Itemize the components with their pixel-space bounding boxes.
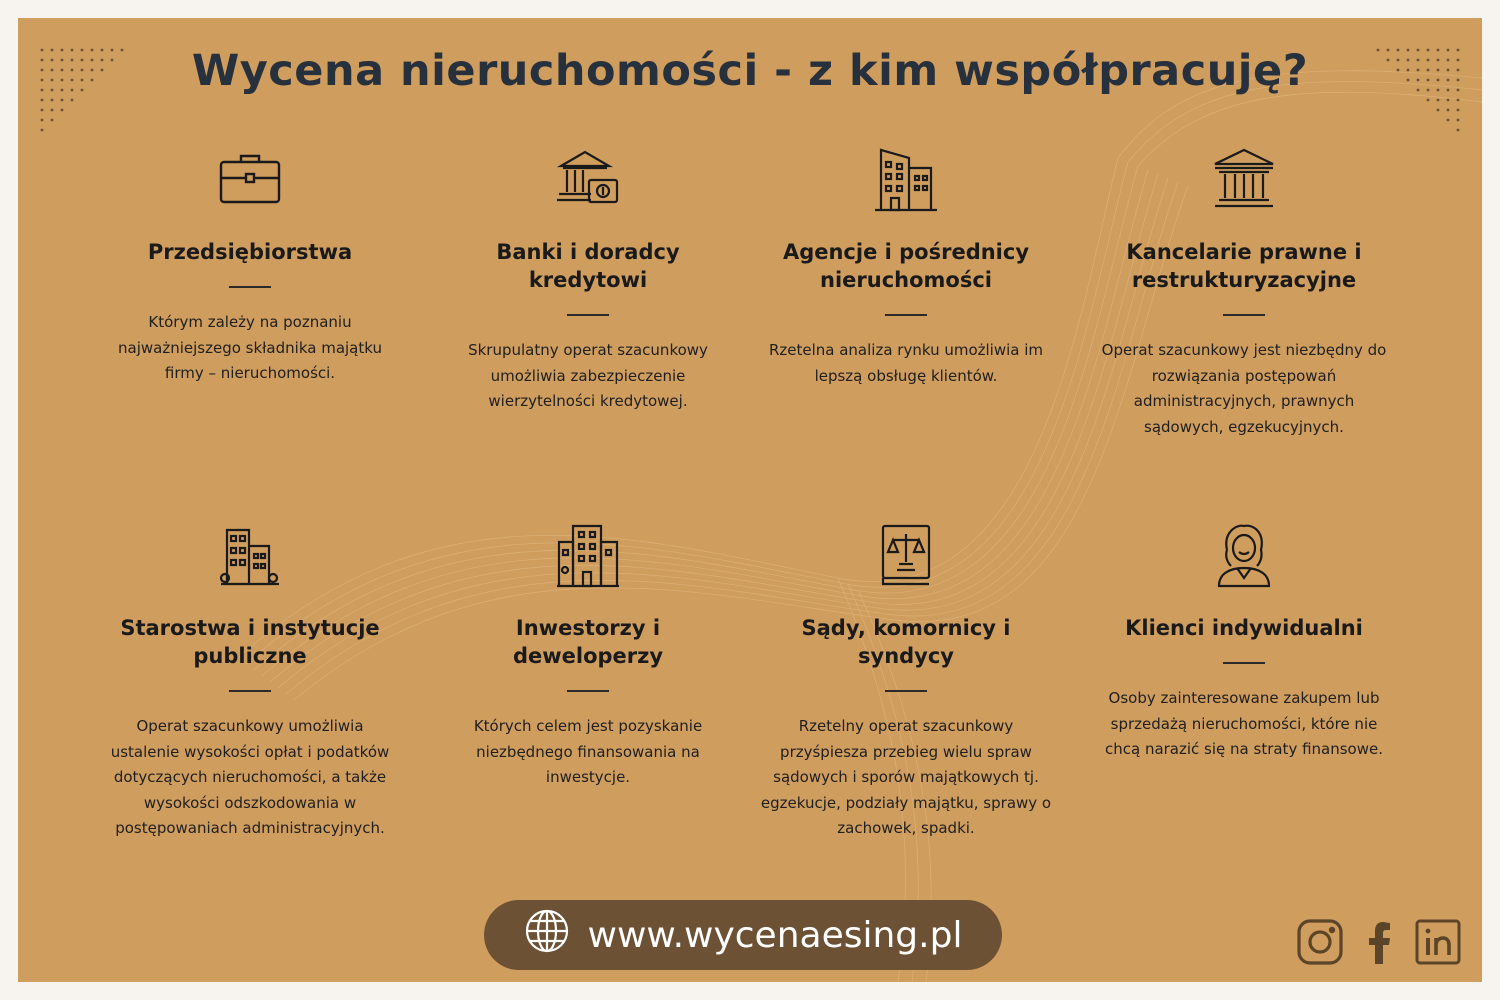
page-title: Wycena nieruchomości - z kim współpracuję? — [191, 46, 1309, 96]
divider — [567, 314, 609, 316]
card-text: Operat szacunkowy umożliwia ustalenie wysokości opłat i podatków dotyczących nieruchomości, a także wysokości odszkodowania w postępowaniach administracyjnych. — [110, 717, 390, 837]
card-sady — [756, 524, 1056, 842]
divider — [885, 314, 927, 316]
card-title: Przedsiębiorstwa — [147, 240, 353, 264]
card-text: Skrupulatny operat szacunkowy umożliwia zabezpieczenie wierzytelności kredytowej. — [468, 341, 708, 410]
developer-building-icon — [438, 524, 738, 588]
website-link[interactable] — [484, 900, 1002, 970]
divider — [229, 286, 271, 288]
infographic-panel — [18, 18, 1482, 982]
briefcase-icon — [100, 148, 400, 212]
card-text: Rzetelna analiza rynku umożliwia im lepszą obsługę klientów. — [768, 341, 1044, 385]
card-text: Których celem jest pozyskanie niezbędnego finansowania na inwestycje. — [473, 717, 703, 786]
website-url: www.wycenaesing.pl — [587, 914, 963, 956]
divider — [567, 690, 609, 692]
office-buildings-icon — [756, 148, 1056, 212]
card-klienci — [1094, 524, 1394, 763]
law-book-icon — [756, 524, 1056, 588]
instagram-icon[interactable] — [1296, 918, 1344, 966]
card-agencje — [756, 148, 1056, 389]
card-title: Klienci indywidualni — [1125, 616, 1363, 640]
card-inwestorzy — [438, 524, 738, 791]
card-kancelarie — [1094, 148, 1394, 440]
bank-money-icon — [438, 148, 738, 212]
card-title: Kancelarie prawne i restrukturyzacyjne — [1126, 240, 1362, 292]
divider — [1223, 662, 1265, 664]
linkedin-icon[interactable] — [1414, 918, 1462, 966]
card-title: Sądy, komornicy i syndycy — [801, 616, 1011, 668]
facebook-icon[interactable] — [1356, 918, 1404, 966]
card-text: Którym zależy na poznaniu najważniejszego składnika majątku firmy – nieruchomości. — [118, 313, 382, 382]
card-title: Agencje i pośrednicy nieruchomości — [782, 240, 1030, 292]
divider — [1223, 314, 1265, 316]
card-text: Rzetelny operat szacunkowy przyśpiesza przebieg wielu spraw sądowych i sporów majątkowych tj. egzekucje, podziały majątku, sprawy o zachowek, spadki. — [760, 717, 1052, 837]
card-przedsiebiorstwa — [100, 148, 400, 387]
card-text: Operat szacunkowy jest niezbędny do rozwiązania postępowań administracyjnych, prawnych sądowych, egzekucyjnych. — [1101, 341, 1387, 436]
person-icon — [1094, 524, 1394, 588]
card-title: Banki i doradcy kredytowi — [496, 240, 680, 292]
card-starostwa — [100, 524, 400, 842]
card-title: Starostwa i instytucje publiczne — [120, 616, 380, 668]
card-banki — [438, 148, 738, 415]
card-text: Osoby zainteresowane zakupem lub sprzedażą nieruchomości, które nie chcą narazić się na straty finansowe. — [1104, 689, 1383, 758]
globe-icon — [524, 908, 570, 963]
divider — [229, 690, 271, 692]
public-buildings-icon — [100, 524, 400, 588]
courthouse-icon — [1094, 148, 1394, 212]
divider — [885, 690, 927, 692]
card-title: Inwestorzy i deweloperzy — [512, 616, 664, 668]
